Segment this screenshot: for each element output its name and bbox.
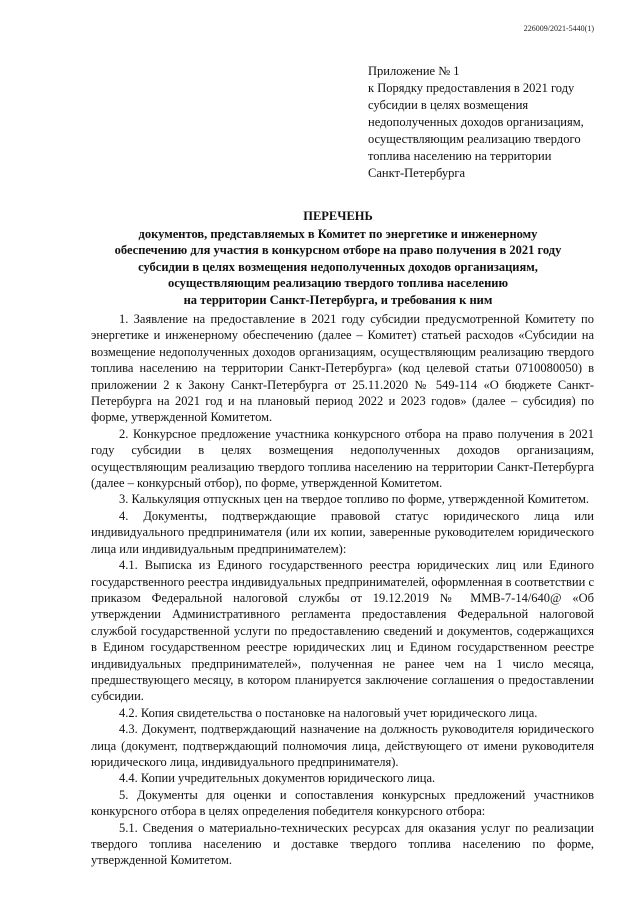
paragraph-4-1: 4.1. Выписка из Единого государственного реестра юридических лиц или Единого государственного реестра индивидуальных предпринимателей, оформленная в соответствии с приказом Федеральной налоговой службы от 19.12.2019 № ММВ-7-14/640@ «Об утверждении Административного регламента предоставления Федеральной налоговой службой государственной услуги по предоставлению сведений и документов, содержащихся в Едином государственном реестре юридических лиц и Едином государственном реестре индивидуальных предпринимателей», полученная не ранее чем на 1 число месяца, предшествующего месяцу, в котором планируется заключение соглашения о предоставлении субсидии.	[91, 558, 594, 704]
document-body	[91, 311, 594, 869]
paragraph-2: 2. Конкурсное предложение участника конкурсного отбора на право получения в 2021 году субсидии в целях возмещения недополученных доходов организациям, осуществляющим реализацию твердого топлива населению на территории Санкт-Петербурга (далее – конкурсный отбор), по форме, утвержденной Комитетом.	[91, 426, 594, 491]
appendix-line: Приложение № 1	[368, 64, 460, 78]
appendix-header	[368, 63, 608, 182]
paragraph-1: 1. Заявление на предоставление в 2021 году субсидии предусмотренной Комитету по энергетике и инженерному обеспечению (далее – Комитет) статьей расходов «Субсидии на возмещение недополученных доходов организациям, осуществляющим реализацию твердого топлива населению на территории Санкт-Петербурга» (код целевой статьи 0710080050) в приложении 2 к Закону Санкт-Петербурга от 25.11.2020 № 549-114 «О бюджете Санкт-Петербурга на 2021 год и на плановый период 2022 и 2023 годов» (далее – субсидия) по форме, утвержденной Комитетом.	[91, 312, 594, 425]
appendix-line: Санкт-Петербурга	[368, 166, 466, 180]
paragraph-4-4: 4.4. Копии учредительных документов юридического лица.	[119, 771, 436, 786]
title-heading: ПЕРЕЧЕНЬ	[303, 209, 373, 223]
document-number: 226009/2021-5440(1)	[523, 24, 594, 33]
title-line: на территории Санкт-Петербурга, и требования к ним	[183, 292, 493, 307]
paragraph-5-1: 5.1. Сведения о материально-технических ресурсах для оказания услуг по реализации твердого топлива населению и доставке твердого топлива населению по форме, утвержденной Комитетом.	[91, 820, 594, 868]
appendix-line: осуществляющим реализацию твердого	[368, 132, 581, 146]
paragraph-4-3: 4.3. Документ, подтверждающий назначение на должность руководителя юридического лица (документ, подтверждающий полномочия лица, действующего от имени руководителя юридического лица, индивидуального предпринимателя).	[91, 722, 594, 769]
paragraph-4-2: 4.2. Копия свидетельства о постановке на налоговый учет юридического лица.	[119, 705, 538, 720]
paragraph-4: 4. Документы, подтверждающие правовой статус юридического лица или индивидуального предпринимателя (или их копии, заверенные руководителем юридического лица или индивидуальным предпринимателем):	[91, 508, 594, 556]
paragraph-3: 3. Калькуляция отпускных цен на твердое топливо по форме, утвержденной Комитетом.	[119, 492, 590, 507]
title-line: осуществляющим реализацию твердого топлива населению	[167, 276, 509, 291]
paragraph-5: 5. Документы для оценки и сопоставления конкурсных предложений участников конкурсного отбора в целях определения победителя конкурсного отбора:	[91, 787, 594, 819]
appendix-line: к Порядку предоставления в 2021 году	[368, 81, 575, 95]
appendix-line: топлива населению на территории	[368, 149, 552, 163]
title-line: субсидии в целях возмещения недополученных доходов организациям,	[138, 259, 538, 274]
title-line: документов, представляемых в Комитет по энергетике и инженерному	[138, 226, 538, 241]
document-title	[60, 208, 616, 309]
appendix-line: недополученных доходов организациям,	[368, 115, 584, 129]
appendix-line: субсидии в целях возмещения	[368, 98, 529, 112]
title-line: обеспечению для участия в конкурсном отборе на право получения в 2021 году	[114, 243, 562, 258]
